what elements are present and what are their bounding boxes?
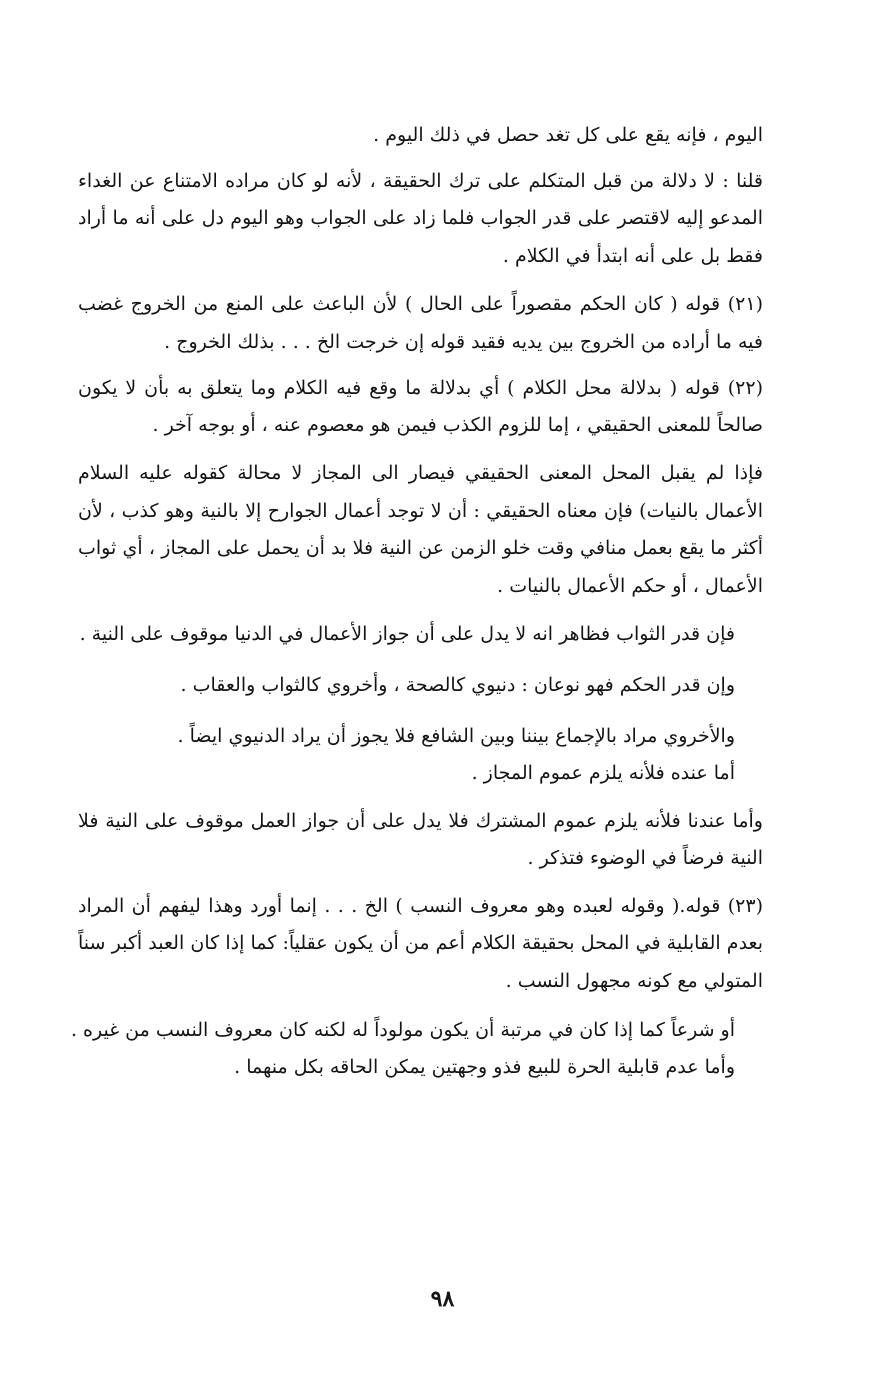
text-line: النية فرضاً في الوضوء فتذكر . xyxy=(527,847,763,869)
text-line: وأما عدم قابلية الحرة للبيع فذو وجهتين يمكن الحاقه بكل منهما . xyxy=(234,1056,735,1078)
text-line: قلنا : لا دلالة من قبل المتكلم على ترك الحقيقة ، لأنه لو كان مراده الامتناع عن الغداء xyxy=(78,170,763,192)
text-line: أو شرعاً كما إذا كان في مرتبة أن يكون مولوداً له لكنه كان معروف النسب من غيره . xyxy=(70,1019,735,1041)
text-line: وإن قدر الحكم فهو نوعان : دنيوي كالصحة ، وأخروي كالثواب والعقاب . xyxy=(180,674,735,696)
text-line: الأعمال ، أو حكم الأعمال بالنيات . xyxy=(497,575,763,597)
text-line: بعدم القابلية في المحل بحقيقة الكلام أعم من أن يكون عقلياً: كما إذا كان العبد أكبر سناً xyxy=(78,932,763,954)
text-line: فيه ما أراده من الخروج بين يديه فقيد قوله إن خرجت الخ . . . بذلك الخروج . xyxy=(164,331,763,353)
text-line: المدعو إليه لاقتصر على قدر الجواب فلما زاد على الجواب وهو اليوم دل على أنه ما أراد xyxy=(78,207,763,229)
text-line: (٢١) قوله ( كان الحكم مقصوراً على الحال ) لأن الباعث على المنع من الخروج غضب xyxy=(78,293,763,315)
text-line: (٢٣) قوله.( وقوله لعبده وهو معروف النسب ) الخ . . . إنما أورد وهذا ليفهم أن المراد xyxy=(78,895,763,917)
text-line: (٢٢) قوله ( بدلالة محل الكلام ) أي بدلالة ما وقع فيه الكلام وما يتعلق به بأن لا يكون xyxy=(78,377,763,399)
text-line: فقط بل على أنه ابتدأ في الكلام . xyxy=(502,245,763,267)
text-line: اليوم ، فإنه يقع على كل تغد حصل في ذلك اليوم . xyxy=(373,124,763,146)
text-line: أكثر ما يقع بعمل منافي وقت خلو الزمن عن النية فلا بد أن يحمل على المجاز ، أي ثواب xyxy=(78,537,763,559)
text-line: وأما عندنا فلأنه يلزم عموم المشترك فلا يدل على أن جواز العمل موقوف على النية فلا xyxy=(78,810,763,832)
text-line: أما عنده فلأنه يلزم عموم المجاز . xyxy=(471,762,735,784)
text-line: فإن قدر الثواب فظاهر انه لا يدل على أن جواز الأعمال في الدنيا موقوف على النية . xyxy=(79,623,735,645)
text-line: المتولي مع كونه مجهول النسب . xyxy=(505,970,763,992)
text-line: والأخروي مراد بالإجماع بيننا وبين الشافع فلا يجوز أن يراد الدنيوي ايضاً . xyxy=(177,725,735,747)
text-line: صالحاً للمعنى الحقيقي ، إما للزوم الكذب فيمن هو معصوم عنه ، أو بوجه آخر . xyxy=(152,414,763,436)
text-line: الأعمال بالنيات) فإن معناه الحقيقي : أن لا توجد أعمال الجوارح إلا بالنية وهو كذب ، لأن xyxy=(78,500,763,522)
page-number: ٩٨ xyxy=(430,1286,455,1312)
text-line: فإذا لم يقبل المحل المعنى الحقيقي فيصار الى المجاز لا محالة كقوله عليه السلام xyxy=(78,462,763,484)
